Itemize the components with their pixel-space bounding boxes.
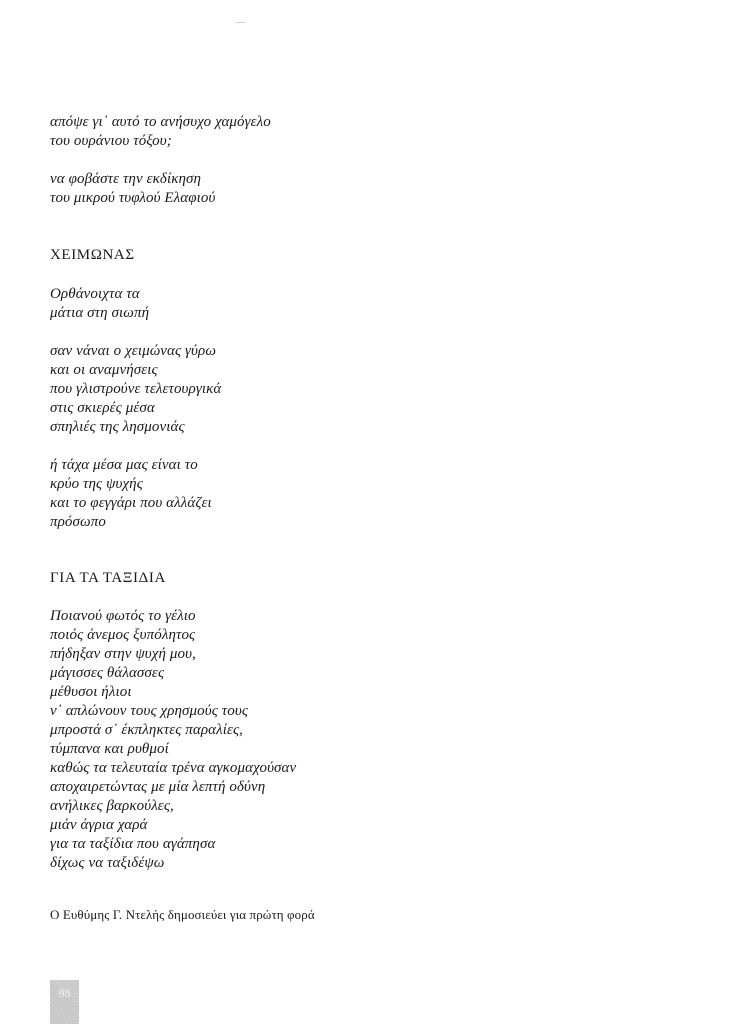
poem-line: και το φεγγάρι που αλλάζει <box>50 495 212 511</box>
intro-stanza-2 <box>50 170 216 208</box>
poem-line: Ποιανού φωτός το γέλιο <box>50 608 196 624</box>
poem-line: και οι αναμνήσεις <box>50 362 158 378</box>
poem-line: να φοβάστε την εκδίκηση <box>50 171 202 187</box>
poem-line: ποιός άνεμος ξυπόλητος <box>50 627 196 643</box>
poem-line: σαν νάναι ο χειμώνας γύρω <box>50 343 217 359</box>
winter-stanza-2 <box>50 342 221 437</box>
author-note: Ο Ευθύμης Γ. Ντελής δημοσιεύει για πρώτη φορά <box>50 907 315 922</box>
poem-line: μπροστά σ᾿ έκπληκτες παραλίες, <box>50 722 244 738</box>
travels-stanza <box>50 607 296 873</box>
poem-title-travels: ΓΙΑ ΤΑ ΤΑΞΙΔΙΑ <box>50 570 166 586</box>
winter-stanza-3 <box>50 456 212 532</box>
poem-line: πρόσωπο <box>50 514 106 530</box>
poem-line: ή τάχα μέσα μας είναι το <box>50 457 198 473</box>
poem-line: στις σκιερές μέσα <box>50 400 155 416</box>
poem-line: που γλιστρούνε τελετουργικά <box>50 381 222 397</box>
poem-line: απόψε γι᾿ αυτό το ανήσυχο χαμόγελο <box>50 114 271 130</box>
poem-line: ανήλικες βαρκούλες, <box>50 798 174 814</box>
poem-line: μιάν άγρια χαρά <box>50 817 148 833</box>
poem-line: του μικρού τυφλού Ελαφιού <box>50 190 216 206</box>
poem-line: δίχως να ταξιδέψω <box>50 855 165 871</box>
poem-line: μάγισσες θάλασσες <box>50 665 165 681</box>
page-number: 98 <box>58 986 71 1000</box>
page-number-tab <box>50 980 79 1024</box>
intro-stanza-1 <box>50 113 271 151</box>
poem-line: μάτια στη σιωπή <box>50 305 150 321</box>
winter-stanza-1 <box>50 285 149 323</box>
poem-line: του ουράνιου τόξου; <box>50 133 172 149</box>
poem-line: κρύο της ψυχής <box>50 476 143 492</box>
poem-line: μέθυσοι ήλιοι <box>50 684 132 700</box>
poem-line: ν᾿ απλώνουν τους χρησμούς τους <box>50 703 249 719</box>
poem-line: για τα ταξίδια που αγάπησα <box>50 836 216 852</box>
poem-line: τύμπανα και ρυθμοί <box>50 741 169 757</box>
poem-line: καθώς τα τελευταία τρένα αγκομαχούσαν <box>50 760 297 776</box>
poem-line: Ορθάνοιχτα τα <box>50 286 140 302</box>
poem-line: πήδηξαν στην ψυχή μου, <box>50 646 196 662</box>
scan-mark <box>236 22 246 23</box>
poem-line: σπηλιές της λησμονιάς <box>50 419 185 435</box>
poem-title-winter: ΧΕΙΜΩΝΑΣ <box>50 247 135 263</box>
poem-line: αποχαιρετώντας με μία λεπτή οδύνη <box>50 779 266 795</box>
